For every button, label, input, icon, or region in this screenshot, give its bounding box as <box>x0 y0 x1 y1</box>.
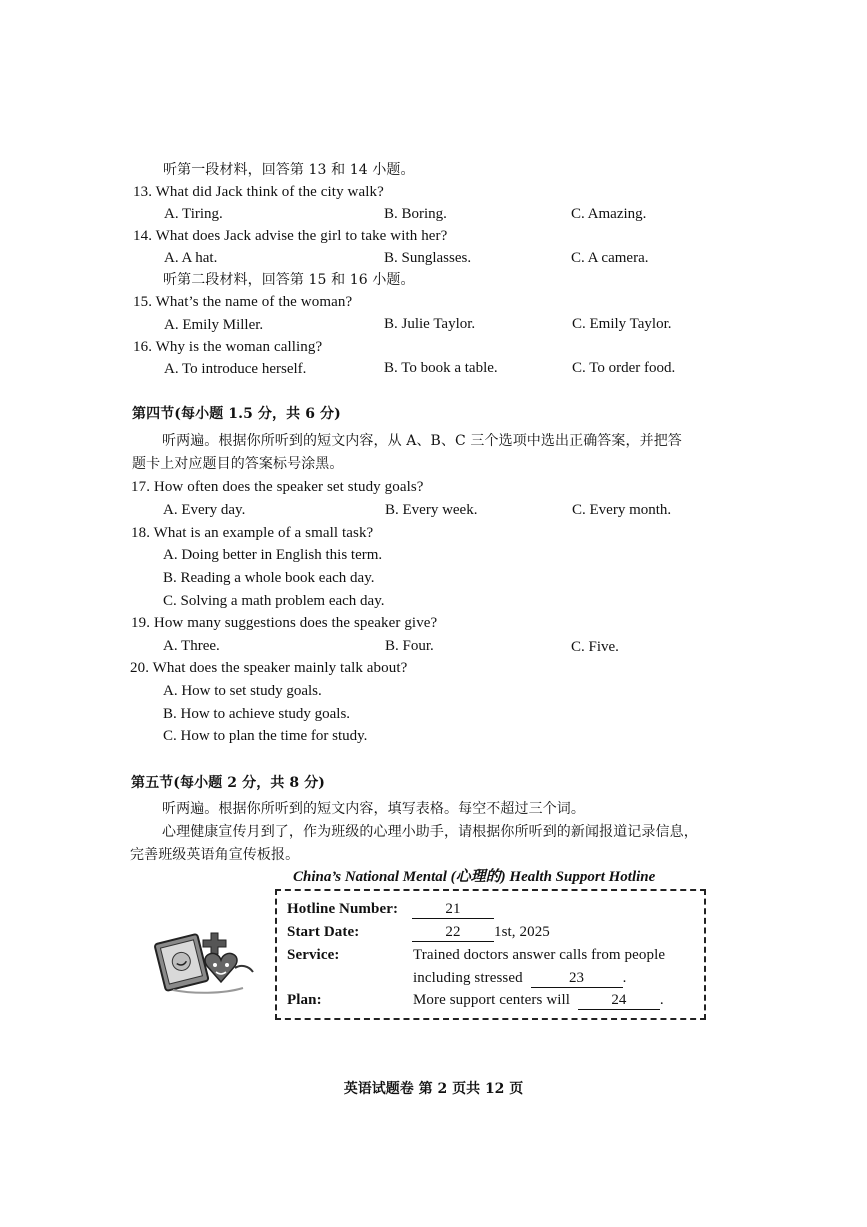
plan-text-line <box>413 990 664 1010</box>
part4-heading: 第四节(每小题 1.5 分，共 6 分) <box>132 406 341 422</box>
blank-24: 24 <box>578 991 660 1010</box>
part5-context-line1: 心理健康宣传月到了，作为班级的心理小助手，请根据你所听到的新闻报道记录信息， <box>162 824 698 840</box>
part5-instruction-line1: 听两遍。根据你所听到的短文内容，填写表格。每空不超过三个词。 <box>162 801 585 817</box>
q13-option-b: B. Boring. <box>384 206 447 222</box>
service-label: Service: <box>287 947 340 963</box>
q13-option-a: A. Tiring. <box>164 206 223 222</box>
q19-stem: 19. How many suggestions does the speaker give? <box>131 615 438 631</box>
q15-option-b: B. Julie Taylor. <box>384 316 476 332</box>
q17-stem: 17. How often does the speaker set study goals? <box>131 479 424 495</box>
blank-22: 22 <box>412 923 494 942</box>
q15-option-a: A. Emily Miller. <box>164 317 264 333</box>
part4-instruction-line2: 题卡上对应题目的答案标号涂黑。 <box>132 456 344 472</box>
hotline-number-label: Hotline Number: <box>287 901 399 917</box>
service-text-line1: Trained doctors answer calls from people <box>413 947 666 963</box>
blank-23: 23 <box>531 969 623 988</box>
group1-intro: 听第一段材料，回答第 13 和 14 小题。 <box>163 162 415 178</box>
service-text-pre: including stressed <box>413 970 523 986</box>
q20-option-b: B. How to achieve study goals. <box>163 706 351 722</box>
q20-option-a: A. How to set study goals. <box>163 683 322 699</box>
q13-option-c: C. Amazing. <box>571 206 647 222</box>
blank-21: 21 <box>412 900 494 919</box>
q18-stem: 18. What is an example of a small task? <box>131 525 374 541</box>
hotline-table-title: China’s National Mental (心理的) Health Support Hotline <box>293 869 656 885</box>
q14-stem: 14. What does Jack advise the girl to take with her? <box>133 228 448 244</box>
q18-option-a: A. Doing better in English this term. <box>163 547 383 563</box>
q20-option-c: C. How to plan the time for study. <box>163 728 368 744</box>
q16-option-b: B. To book a table. <box>384 360 498 376</box>
q20-stem: 20. What does the speaker mainly talk about? <box>130 660 408 676</box>
part4-instruction-line1: 听两遍。根据你所听到的短文内容，从 A、B、C 三个选项中选出正确答案，并把答 <box>162 433 682 449</box>
part5-heading: 第五节(每小题 2 分，共 8 分) <box>131 775 326 791</box>
q15-stem: 15. What’s the name of the woman? <box>133 294 353 310</box>
start-date-label: Start Date: <box>287 924 360 940</box>
q16-stem: 16. Why is the woman calling? <box>133 339 323 355</box>
q18-option-b: B. Reading a whole book each day. <box>163 570 375 586</box>
plan-text-post: . <box>659 992 664 1008</box>
start-date-suffix: 1st, 2025 <box>494 924 550 940</box>
page-footer: 英语试题卷 第 2 页共 12 页 <box>343 1081 524 1097</box>
q15-option-c: C. Emily Taylor. <box>572 316 672 332</box>
mental-health-illustration <box>153 928 257 994</box>
q19-option-a: A. Three. <box>163 638 220 654</box>
q17-option-a: A. Every day. <box>163 502 246 518</box>
part5-context-line2: 完善班级英语角宣传板报。 <box>130 847 300 863</box>
q14-option-b: B. Sunglasses. <box>384 250 472 266</box>
q16-option-a: A. To introduce herself. <box>164 361 307 377</box>
start-date-answer-line <box>412 922 550 942</box>
q13-stem: 13. What did Jack think of the city walk? <box>133 184 384 200</box>
q14-option-a: A. A hat. <box>164 250 218 266</box>
q17-option-b: B. Every week. <box>385 502 478 518</box>
plan-label: Plan: <box>287 992 322 1008</box>
q19-option-c: C. Five. <box>571 639 619 655</box>
q18-option-c: C. Solving a math problem each day. <box>163 593 385 609</box>
q16-option-c: C. To order food. <box>572 360 676 376</box>
service-text-post: . <box>622 970 627 986</box>
plan-text-pre: More support centers will <box>413 992 571 1008</box>
q14-option-c: C. A camera. <box>571 250 649 266</box>
service-text-line2 <box>413 968 626 988</box>
q19-option-b: B. Four. <box>385 638 434 654</box>
hotline-number-answer-line <box>412 899 494 919</box>
group2-intro: 听第二段材料，回答第 15 和 16 小题。 <box>163 272 415 288</box>
q17-option-c: C. Every month. <box>572 502 672 518</box>
